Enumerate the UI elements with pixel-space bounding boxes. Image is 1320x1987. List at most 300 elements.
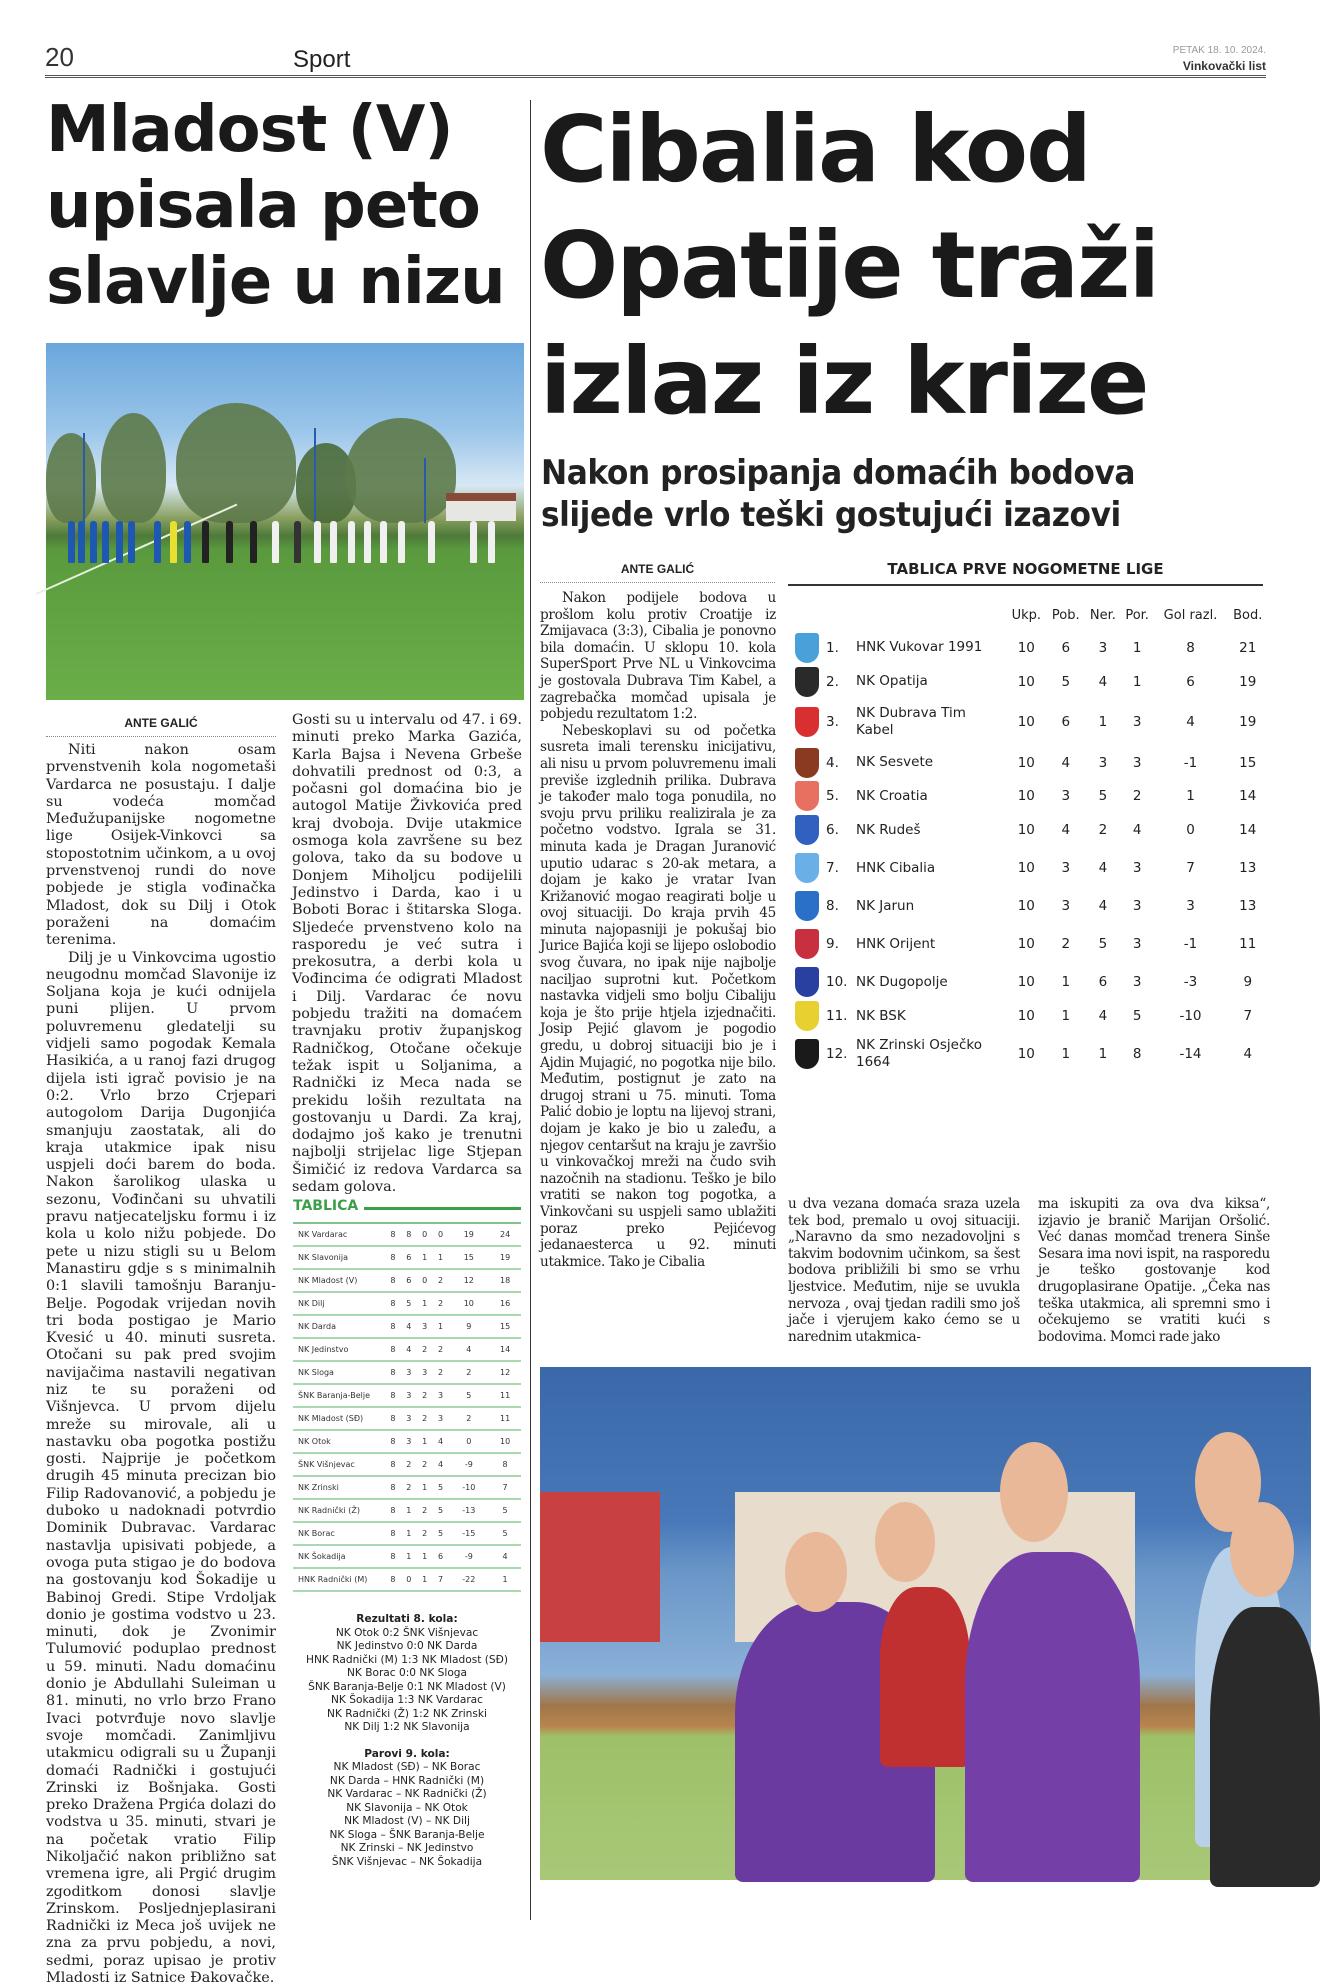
league-table-row [788, 889, 1268, 923]
position: 3. [826, 714, 839, 730]
stat-cell: 4 [1098, 898, 1108, 914]
stat-cell: 8 [385, 1476, 401, 1499]
stat-cell: 1 [489, 1568, 521, 1591]
stat-cell: 13 [1239, 898, 1257, 914]
stat-cell: 6 [401, 1269, 417, 1292]
team-name: NK Otok [293, 1430, 385, 1453]
pair-item: NK Zrinski – NK Jedinstvo [340, 1842, 474, 1854]
team-name: NK Darda [293, 1315, 385, 1338]
stat-cell: 4 [1132, 822, 1142, 838]
stat-cell: 8 [385, 1315, 401, 1338]
stat-cell: 1 [417, 1430, 433, 1453]
pair-item: NK Vardarac – NK Radnički (Ž) [327, 1788, 487, 1800]
stat-cell: 3 [433, 1384, 449, 1407]
stat-cell: 3 [401, 1361, 417, 1384]
results-title: Rezultati 8. kola: [356, 1613, 458, 1625]
stat-cell: -1 [1183, 936, 1198, 952]
team-name: NK Mladost (V) [293, 1269, 385, 1292]
league-table-row [788, 847, 1268, 889]
county-table-row [293, 1315, 521, 1338]
stat-cell: 8 [385, 1545, 401, 1568]
team-name: NK Zrinski [293, 1476, 385, 1499]
stat-cell: 1 [417, 1476, 433, 1499]
county-table-title-row [293, 1196, 521, 1216]
stat-cell: 15 [448, 1246, 489, 1269]
pair-item: NK Darda – HNK Radnički (M) [329, 1774, 485, 1787]
team-name: NK Rudeš [856, 821, 921, 838]
stat-cell: 16 [489, 1292, 521, 1315]
stat-cell: 2 [417, 1499, 433, 1522]
stat-cell: 2 [1061, 936, 1071, 952]
stat-cell: 8 [385, 1223, 401, 1246]
stat-cell: 10 [1017, 788, 1035, 804]
column-header: Pob. [1051, 607, 1080, 623]
stat-cell: 1 [1132, 673, 1142, 690]
stat-cell: 4 [489, 1545, 521, 1568]
stat-cell: 5 [433, 1522, 449, 1545]
stat-cell: 10 [1017, 1046, 1035, 1062]
stat-cell: -9 [448, 1545, 489, 1568]
team-name: HNK Radnički (M) [293, 1568, 385, 1591]
stat-cell: 24 [489, 1223, 521, 1246]
stat-cell: 2 [1098, 822, 1108, 838]
stat-cell: 1 [417, 1545, 433, 1568]
stat-cell: 2 [417, 1522, 433, 1545]
stat-cell: 10 [1017, 673, 1035, 690]
team-name: NK Dubrava Tim Kabel [856, 705, 966, 738]
stat-cell: 2 [433, 1338, 449, 1361]
stat-cell: 5 [1098, 936, 1108, 952]
stat-cell: 8 [385, 1338, 401, 1361]
stat-cell: 4 [448, 1338, 489, 1361]
league-table-row [788, 698, 1268, 746]
stat-cell: 3 [1186, 898, 1195, 914]
team-name: NK Šokadija [293, 1545, 385, 1568]
team-name: NK Radnički (Ž) [293, 1499, 385, 1522]
stat-cell: 5 [433, 1476, 449, 1499]
pair-item: NK Sloga – ŠNK Baranja-Belje [329, 1828, 485, 1841]
result-item: NK Radnički (Ž) 1:2 NK Zrinski [327, 1707, 487, 1720]
result-item: HNK Radnički (M) 1:3 NK Mladost (SĐ) [306, 1653, 508, 1666]
stat-cell: 10 [1017, 936, 1035, 952]
stat-cell: 3 [1098, 639, 1108, 656]
stat-cell: 3 [1061, 860, 1071, 876]
league-table-row [788, 779, 1268, 813]
stat-cell: -1 [1183, 754, 1198, 771]
stat-cell: 5 [489, 1522, 521, 1545]
team-name: NK Borac [293, 1522, 385, 1545]
paragraph: Dilj je u Vinkovcima ugostio neugodnu momčad Slavonije iz Soljana koja je kući odnijela puni plijen. U prvom poluvremenu gledatelji su vidjeli samo pogodak Kemala Hasikića, a u ranoj fazi drugog dijela isti igrač povisio je na 0:2. Vrlo brzo Crjepari autogolom Darija Dugonjića smanjuju zaostatak, ali do kraja utakmice ipak nisu uspjeli doći barem do boda. Nakon šarolikog ulaska u sezonu, Vođinčani su uhvatili pravu natjecateljsku formu i iz kola u kolo nižu pobjede. Do pete u nizu stigli su u Belom Manastiru gdje s s minimalnih 0:1 slavili tamošnju Baranju-Belje. Pogodak vrijedan novih tri boda postigao je Mario Kvesić u 40. minuti susreta. Otočani su pak pred svojim navijačima nastavili negativan niz te su poraženi od Višnjevca. U prvom dijelu mreže su mirovale, ali u nastavku oba pogotka postižu gosti. Najprije je početkom drugih 45 minuta precizan bio Filip Radovanović, a pobjedu je duboko u nadoknadi potvrdio Dominik Dubravac. Vardarac nastavlja upisivati pobjede, a ovoga puta stigao je do bodova na gostovanju kod Šokadije u Babinoj Gredi. Stipe Vrdoljak donio je gostima vodstvo u 23. minuti, dok je Zvonimir Tulumović poduplao prednost u 59. minuti. Nadu domaćinu donio je Abdullahi Suleiman u 81. minuti, no vrlo brzo Frano Ivaci potvrđuje novo slavlje svoje momčadi. Zanimljivu utakmicu odigrali su u Županji domaći Radnički i gostujući Zrinski iz Bošnjaka. Gosti preko Dražena Prgića dolazi do vodstva u 35. minuti, stvari je na početak vratio Filip Nikoljačić nakon približno sat vremena igre, ali Prgić drugim zgoditkom donosi slavlje Zrinskom. Posljednjeplasirani Radnički iz Meca još uvijek ne zna za prvu pobjedu, a novi, sedmi, poraz upisao je protiv Mladosti iz Satnice Đakovačke. [46, 949, 276, 1987]
county-table-row [293, 1522, 521, 1545]
stat-cell: 3 [401, 1430, 417, 1453]
team-name: NK Slavonija [293, 1246, 385, 1269]
stat-cell: 2 [433, 1361, 449, 1384]
crest-cell [788, 698, 826, 746]
stat-cell: 5 [1098, 788, 1108, 804]
position: 8. [826, 898, 839, 914]
crest-cell [788, 847, 826, 889]
stat-cell: 5 [1132, 1008, 1142, 1024]
stat-cell: 19 [448, 1223, 489, 1246]
crest-cell [788, 746, 826, 779]
stat-cell: 8 [1132, 1046, 1142, 1062]
county-table-row [293, 1384, 521, 1407]
result-item: NK Jedinstvo 0:0 NK Darda [336, 1640, 478, 1652]
column-header: Ukp. [1011, 607, 1042, 623]
county-league-table [293, 1196, 521, 1592]
left-byline: ANTE GALIĆ [46, 716, 276, 737]
stat-cell: 3 [1132, 974, 1142, 990]
stat-cell: 7 [433, 1568, 449, 1591]
stat-cell: 1 [417, 1292, 433, 1315]
stat-cell: 1 [1061, 974, 1071, 990]
stat-cell: 5 [401, 1292, 417, 1315]
position: 4. [826, 754, 839, 771]
club-crest-icon [795, 707, 819, 737]
team-name: NK Sesvete [856, 754, 934, 770]
club-crest-icon [795, 748, 819, 778]
photo-red-banner [540, 1492, 660, 1642]
stat-cell: 2 [417, 1384, 433, 1407]
stat-cell: 19 [489, 1246, 521, 1269]
stat-cell: 1 [417, 1568, 433, 1591]
paragraph: Niti nakon osam prvenstvenih kola nogometaši Vardarca ne posustaju. I dalje su vodeća momčad Međužupanijske nogometne lige Osijek-Vinkovci sa stopostotnim učinkom, a u ovoj prvenstvenoj rundi do nove pobjede je stigla vođinačka Mladost, dok su Dilj i Otok poraženi na domaćim terenima. [46, 742, 276, 949]
stat-cell: -13 [448, 1499, 489, 1522]
pair-item: NK Mladost (V) – NK Dilj [344, 1815, 470, 1827]
stat-cell: 10 [448, 1292, 489, 1315]
stat-cell: 1 [1132, 639, 1142, 656]
club-crest-icon [795, 1039, 819, 1069]
stat-cell: 1 [401, 1522, 417, 1545]
stat-cell: 2 [433, 1269, 449, 1292]
stat-cell: 0 [401, 1568, 417, 1591]
stat-cell: 4 [1186, 714, 1195, 730]
stat-cell: 2 [401, 1453, 417, 1476]
stat-cell: 8 [385, 1361, 401, 1384]
pair-item: NK Mladost (SĐ) – NK Borac [333, 1761, 481, 1773]
stat-cell: 8 [385, 1246, 401, 1269]
team-name: ŠNK Baranja-Belje [293, 1384, 385, 1407]
stat-cell: 4 [1061, 754, 1071, 771]
result-item: ŠNK Baranja-Belje 0:1 NK Mladost (V) [308, 1680, 506, 1693]
column-header: Bod. [1233, 607, 1263, 623]
right-article-col3: ma iskupiti za ova dva kiksa“, izjavio je branič Marijan Oršolić. Već danas momčad trenera Sinše Sesara ima novi ispit, na rasporedu je teško gostovanje kod drugoplasirane Opatije. „Čeka nas teška utakmica, ali spremni smo i očekujemo se vratiti kući s bodovima. Momci rade jako [1038, 1196, 1270, 1345]
club-crest-icon [795, 1001, 819, 1031]
right-byline: ANTE GALIĆ [540, 562, 775, 583]
stat-cell: -10 [1179, 1008, 1202, 1024]
stat-cell: 6 [1061, 714, 1071, 730]
column-header: Gol razl. [1163, 607, 1218, 623]
team-name: NK Sloga [293, 1361, 385, 1384]
stat-cell: 10 [1017, 714, 1035, 730]
stat-cell: 10 [1017, 754, 1035, 771]
stat-cell: 3 [1132, 714, 1142, 730]
stat-cell: 15 [1239, 754, 1257, 771]
stat-cell: 2 [401, 1476, 417, 1499]
stat-cell: 8 [385, 1407, 401, 1430]
position: 7. [826, 860, 839, 876]
crest-cell [788, 665, 826, 698]
stat-cell: 9 [1243, 974, 1253, 990]
stat-cell: 10 [1017, 1008, 1035, 1024]
county-table-row [293, 1476, 521, 1499]
pair-item: ŠNK Višnjevac – NK Šokadija [331, 1855, 483, 1868]
stat-cell: 14 [1239, 822, 1257, 838]
stat-cell: 10 [489, 1430, 521, 1453]
stat-cell: 3 [401, 1384, 417, 1407]
section-name: Sport [293, 46, 351, 73]
stat-cell: 8 [489, 1453, 521, 1476]
stat-cell: 19 [1239, 673, 1257, 690]
team-name: NK Jedinstvo [293, 1338, 385, 1361]
team-name: NK Dilj [293, 1292, 385, 1315]
stat-cell: 1 [417, 1246, 433, 1269]
county-table-title: TABLICA [293, 1198, 359, 1214]
player-red [880, 1587, 970, 1767]
stat-cell: 13 [1239, 860, 1257, 876]
stat-cell: 2 [1132, 788, 1142, 804]
team-name: NK Dugopolje [856, 973, 948, 990]
stat-cell: 10 [1017, 974, 1035, 990]
stat-cell: -9 [448, 1453, 489, 1476]
stat-cell: 3 [417, 1315, 433, 1338]
stat-cell: -10 [448, 1476, 489, 1499]
stat-cell: 2 [448, 1407, 489, 1430]
stat-cell: 8 [385, 1568, 401, 1591]
stat-cell: -22 [448, 1568, 489, 1591]
stat-cell: 14 [1239, 788, 1257, 804]
stat-cell: 12 [448, 1269, 489, 1292]
page-number: 20 [45, 42, 74, 72]
stat-cell: 3 [1132, 754, 1142, 771]
county-table-row [293, 1453, 521, 1476]
team-lineup-photo [46, 343, 524, 700]
match-action-photo [540, 1367, 1311, 1880]
paragraph: Gosti su u intervalu od 47. i 69. minuti preko Marka Gazića, Karla Bajsa i Nevena Grbeše dohvatili prednost od 0:3, a počasni gol domaćina bio je autogol Matije Živkovića pred kraj dvoboja. Dvije utakmice osmoga kola završene su bez golova, tako da su bodove u Donjem Miholjcu podijelili Jedinstvo i Darda, kao i u Boboti Borac i štitarska Sloga. Sljedeće prvenstveno kolo na rasporedu je već sutra i prekosutra, a derbi kola u Vođincima će odigrati Mladost i Dilj. Vardarac će novu pobjedu tražiti na domaćem travnjaku protiv županjskog Radničkog, Otočane očekuje težak ispit u Soljanima, a Radnički iz Meca nada se prekidu loših rezultata na gostovanju u Dardi. Za kraj, dodajmo još kako je trenutni najbolji strijelac lige Stjepan Šimičić iz redova Vardarca sa sedam golova. [292, 712, 522, 1196]
stat-cell: 8 [385, 1269, 401, 1292]
stat-cell: 8 [385, 1292, 401, 1315]
paragraph: Nebeskoplavi su od početka susreta imali terensku inicijativu, ali nisu u prvom poluvremenu imali previše izglednih prilika. Dubrava je također malo toga ponudila, no svoju prvu priliku realizirala je za početno vodstvo. Igrala se 31. minuta kada je Dragan Juranović uputio udarac s 20-ak metara, a dojam je kako je vratar Ivan Križanović mogao reagirati bolje u ovoj situaciji. Do kraja prvih 45 minuta najopasniji je pokušaj bio Jurice Bajića koji se lijepo oslobodio svog čuvara, no ipak nije najbolje naciljao suprotni kut. Početkom nastavka vidjeli smo bolju Cibaliju koja je što prije htjela izjednačiti. Josip Pejić glavom je pogodio gredu, u dobroj situaciji bio je i Ajdin Mujagić, no pogotka nije bilo. Međutim, postignut je zato na drugoj strani u 75. minuti. Toma Palić dobio je loptu na lijevoj strani, dojam je kako je bio u zaleđu, a njegov centaršut na kraju je završio u vinkovačkoj mreži na čudo svih nazočnih na stadionu. Teško je bilo vratiti se nakon tog pogotka, a Vinkovčani su uspjeli samo ublažiti poraz preko Pejićevog jedanaesterca u 92. minuti utakmice. Tako je Cibalia [540, 722, 776, 1270]
stat-cell: 4 [433, 1430, 449, 1453]
county-table-row [293, 1292, 521, 1315]
stat-cell: 5 [448, 1384, 489, 1407]
county-table-row [293, 1407, 521, 1430]
county-table-row [293, 1269, 521, 1292]
round-results [290, 1613, 524, 1869]
team-name: ŠNK Višnjevac [293, 1453, 385, 1476]
stat-cell: 18 [489, 1269, 521, 1292]
club-crest-icon [795, 667, 819, 697]
stat-cell: 6 [401, 1246, 417, 1269]
right-article-col1 [540, 590, 776, 1270]
stat-cell: 1 [433, 1246, 449, 1269]
stat-cell: 3 [1061, 898, 1071, 914]
position: 10. [826, 974, 848, 990]
team-name: HNK Orijent [856, 935, 936, 952]
team-name: NK Vardarac [293, 1223, 385, 1246]
stat-cell: 8 [1186, 639, 1195, 656]
stat-cell: 1 [433, 1315, 449, 1338]
league-table-title: TABLICA PRVE NOGOMETNE LIGE [788, 560, 1263, 586]
crest-cell [788, 889, 826, 923]
stat-cell: 3 [1132, 860, 1142, 876]
stat-cell: 0 [417, 1269, 433, 1292]
column-divider [530, 100, 531, 1920]
stat-cell: 6 [433, 1545, 449, 1568]
league-table-row [788, 1033, 1268, 1075]
county-table-row [293, 1338, 521, 1361]
stat-cell: 3 [1061, 788, 1071, 804]
crest-cell [788, 1033, 826, 1075]
team-name: HNK Cibalia [856, 859, 936, 876]
stat-cell: 7 [489, 1476, 521, 1499]
county-table-row [293, 1430, 521, 1453]
result-item: NK Šokadija 1:3 NK Vardarac [331, 1694, 483, 1706]
stat-cell: 9 [448, 1315, 489, 1338]
position: 2. [826, 673, 839, 690]
right-article-col2: u dva vezana domaća sraza uzela tek bod, premalo u ovoj situaciji. „Naravno da smo nezadovoljni s takvim bodovnim učinkom, sa šest bodova približili bi smo se vrhu ljestvice. Međutim, nije se uvukla nervoza , ovaj tjedan radili smo još jače i vjerujem kako ćemo se u narednim utakmica- [788, 1196, 1020, 1345]
stat-cell: 10 [1017, 898, 1035, 914]
county-table-row [293, 1246, 521, 1269]
team-name: NK Opatija [856, 673, 928, 689]
newspaper-name: Vinkovački list [1182, 59, 1266, 73]
stat-cell: 7 [1243, 1008, 1253, 1024]
stat-cell: 4 [401, 1338, 417, 1361]
county-table-row [293, 1361, 521, 1384]
stat-cell: 8 [385, 1453, 401, 1476]
position: 11. [826, 1008, 848, 1024]
club-crest-icon [795, 853, 819, 883]
crest-cell [788, 923, 826, 965]
team-name: NK Croatia [856, 787, 928, 804]
stat-cell: 21 [1239, 639, 1257, 656]
crest-cell [788, 965, 826, 999]
stat-cell: 4 [1098, 673, 1108, 690]
stat-cell: 6 [1098, 974, 1108, 990]
stat-cell: 4 [1098, 1008, 1108, 1024]
result-item: NK Borac 0:0 NK Sloga [346, 1667, 468, 1679]
county-table-row [293, 1499, 521, 1522]
league-table-row [788, 965, 1268, 999]
stat-cell: -15 [448, 1522, 489, 1545]
paragraph: Nakon podijele bodova u prošlom kolu protiv Croatije iz Zmijavaca (3:3), Cibalia je ponovno bila domaćin. U sklopu 10. kola SuperSport Prve NL u Vinkovcima je gostovala Dubrava Tim Kabel, a zagrebačka momčad upisala je pobjedu rezultatom 1:2. [540, 590, 776, 723]
stat-cell: 8 [385, 1384, 401, 1407]
stat-cell: 2 [433, 1292, 449, 1315]
league-table-row [788, 923, 1268, 965]
club-crest-icon [795, 967, 819, 997]
county-table-row [293, 1545, 521, 1568]
position: 1. [826, 639, 839, 656]
crest-cell [788, 813, 826, 847]
pair-item: NK Slavonija – NK Otok [346, 1801, 468, 1814]
stat-cell: 6 [1186, 673, 1195, 690]
league-table-row [788, 813, 1268, 847]
stat-cell: 3 [433, 1407, 449, 1430]
stat-cell: 0 [433, 1223, 449, 1246]
result-item: NK Dilj 1:2 NK Slavonija [344, 1721, 470, 1733]
stat-cell: 4 [1098, 860, 1108, 876]
goalkeeper [1210, 1607, 1320, 1887]
crest-cell [788, 779, 826, 813]
stat-cell: 3 [1132, 936, 1142, 952]
issue-date: PETAK 18. 10. 2024. [1172, 45, 1266, 56]
stat-cell: 10 [1017, 639, 1035, 656]
league-table-row [788, 630, 1268, 665]
stat-cell: 1 [401, 1499, 417, 1522]
league-table-row [788, 665, 1268, 698]
page-header [45, 38, 1266, 78]
main-headline: Cibalia kod Opatije traži izlaz iz krize [540, 96, 1159, 435]
result-item: NK Otok 0:2 ŠNK Višnjevac [335, 1626, 479, 1639]
team-name: HNK Vukovar 1991 [856, 639, 983, 655]
stat-cell: 11 [1239, 936, 1257, 952]
stat-cell: 8 [385, 1522, 401, 1545]
stat-cell: 2 [417, 1407, 433, 1430]
stat-cell: -3 [1183, 974, 1198, 990]
stat-cell: 4 [433, 1453, 449, 1476]
league-table-row [788, 999, 1268, 1033]
club-crest-icon [795, 929, 819, 959]
main-subheadline: Nakon prosipanja domaćih bodova slijede vrlo teški gostujući izazovi [541, 453, 1136, 535]
stat-cell: 5 [489, 1499, 521, 1522]
position: 5. [826, 788, 839, 804]
player-purple-center [965, 1552, 1140, 1882]
left-article-col2 [292, 712, 522, 1196]
stat-cell: 1 [1098, 1046, 1108, 1062]
stat-cell: 7 [1186, 860, 1195, 876]
stat-cell: 2 [448, 1361, 489, 1384]
stat-cell: 1 [401, 1545, 417, 1568]
stat-cell: 4 [1243, 1046, 1253, 1062]
stat-cell: 0 [417, 1223, 433, 1246]
stat-cell: 19 [1239, 714, 1257, 730]
league-table-row [788, 746, 1268, 779]
county-table-row [293, 1568, 521, 1591]
position: 9. [826, 936, 839, 952]
column-header: Por. [1125, 607, 1149, 623]
stat-cell: 10 [1017, 822, 1035, 838]
left-article-col1 [46, 742, 276, 1987]
club-crest-icon [795, 781, 819, 811]
stat-cell: 10 [1017, 860, 1035, 876]
stat-cell: 8 [385, 1499, 401, 1522]
stat-cell: 2 [417, 1453, 433, 1476]
left-headline: Mladost (V) upisala peto slavlje u nizu [46, 93, 505, 319]
stat-cell: 4 [401, 1315, 417, 1338]
stat-cell: 5 [433, 1499, 449, 1522]
stat-cell: 3 [1132, 898, 1142, 914]
position: 6. [826, 822, 839, 838]
club-crest-icon [795, 891, 819, 921]
club-crest-icon [795, 815, 819, 845]
stat-cell: 1 [1061, 1046, 1071, 1062]
team-name: NK Zrinski Osječko 1664 [856, 1037, 982, 1070]
position: 12. [826, 1046, 848, 1062]
crest-cell [788, 630, 826, 665]
stat-cell: 2 [417, 1338, 433, 1361]
photo-building [446, 493, 516, 521]
stat-cell: 11 [489, 1384, 521, 1407]
stat-cell: 11 [489, 1407, 521, 1430]
pairs-title: Parovi 9. kola: [364, 1747, 450, 1760]
stat-cell: 0 [448, 1430, 489, 1453]
team-name: NK BSK [856, 1007, 906, 1024]
stat-cell: 1 [1186, 788, 1195, 804]
stat-cell: 8 [385, 1430, 401, 1453]
crest-cell [788, 999, 826, 1033]
column-header: Ner. [1089, 607, 1116, 623]
stat-cell: 3 [1098, 754, 1108, 771]
